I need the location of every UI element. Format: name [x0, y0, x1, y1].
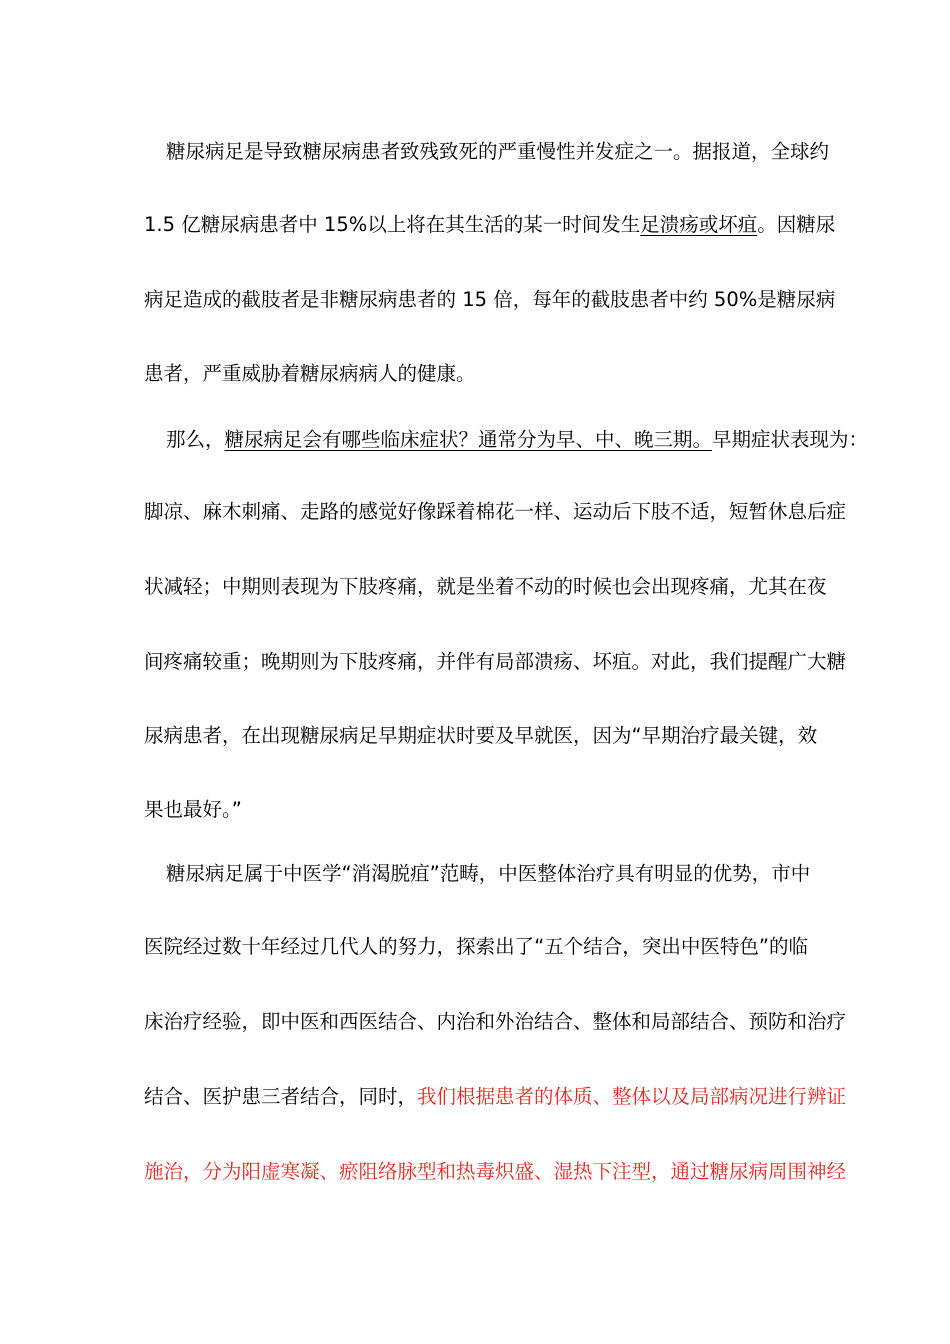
paragraph-3-line-4-text-a: 结合、医护患三者结合，同时， — [144, 1085, 418, 1108]
paragraph-1-line-3: 病足造成的截肢者是非糖尿病患者的 15 倍，每年的截肢患者中约 50%是糖尿病 — [144, 288, 836, 311]
paragraph-1-line-4: 患者，严重威胁着糖尿病病人的健康。 — [144, 362, 476, 385]
paragraph-3-line-4 — [144, 1084, 847, 1110]
paragraph-2-line-1-text-a: 那么， — [166, 428, 225, 451]
underlined-phrase-symptoms: 糖尿病足会有哪些临床症状？通常分为早、中、晚三期。 — [224, 428, 713, 451]
paragraph-3-line-5-highlighted: 施治，分为阳虚寒凝、瘀阻络脉型和热毒炽盛、湿热下注型，通过糖尿病周围神经 — [144, 1160, 847, 1183]
paragraph-2-line-5: 尿病患者，在出现糖尿病足早期症状时要及早就医，因为“早期治疗最关键，效 — [144, 724, 818, 747]
paragraph-1-line-2-text-a: 1.5 亿糖尿病患者中 15%以上将在其生活的某一时间发生 — [144, 213, 641, 236]
paragraph-2-line-1 — [144, 427, 869, 453]
paragraph-1-line-1: 糖尿病足是导致糖尿病患者致残致死的严重慢性并发症之一。据报道，全球约 — [166, 140, 830, 163]
highlighted-text-treatment: 我们根据患者的体质、整体以及局部病况进行辨证 — [417, 1085, 847, 1108]
paragraph-3-line-2: 医院经过数十年经过几代人的努力，探索出了“五个结合，突出中医特色”的临 — [144, 935, 808, 958]
paragraph-2-line-3: 状减轻；中期则表现为下肢疼痛，就是坐着不动的时候也会出现疼痛，尤其在夜 — [144, 575, 827, 598]
paragraph-3-line-3: 床治疗经验，即中医和西医结合、内治和外治结合、整体和局部结合、预防和治疗 — [144, 1010, 847, 1033]
paragraph-1-line-2-text-c: 。因糖尿 — [757, 213, 836, 236]
paragraph-2-line-4: 间疼痛较重；晚期则为下肢疼痛，并伴有局部溃疡、坏疽。对此，我们提醒广大糖 — [144, 650, 847, 673]
paragraph-2-line-6: 果也最好。” — [144, 798, 242, 821]
paragraph-3-line-1: 糖尿病足属于中医学“消渴脱疽”范畴，中医整体治疗具有明显的优势，市中 — [166, 862, 811, 885]
paragraph-2-line-2: 脚凉、麻木刺痛、走路的感觉好像踩着棉花一样、运动后下肢不适，短暂休息后症 — [144, 500, 847, 523]
paragraph-1-line-2 — [144, 212, 836, 238]
paragraph-2-line-1-text-c: 早期症状表现为： — [712, 428, 869, 451]
underlined-phrase-foot-ulcer: 足溃疡或坏疽 — [640, 213, 758, 236]
